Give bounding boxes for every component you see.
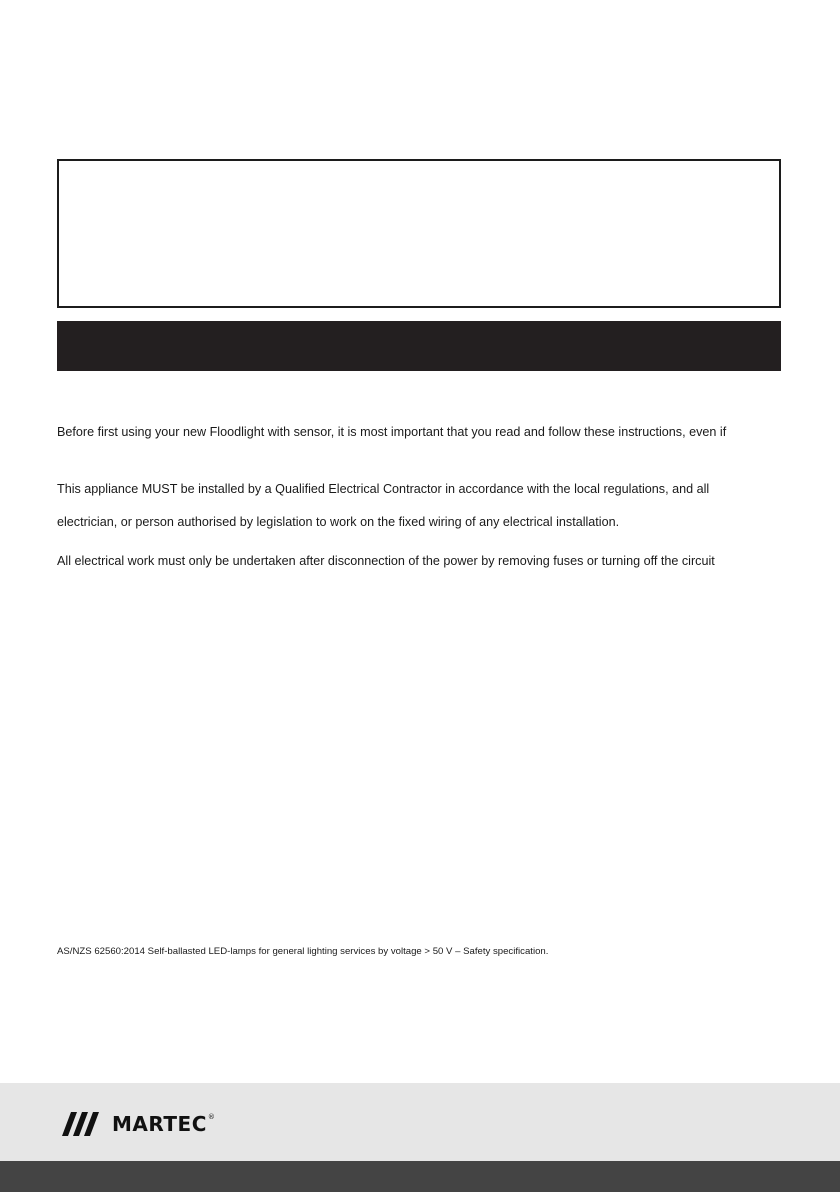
footer [0,1083,840,1192]
standard-reference: AS/NZS 62560:2014 Self-ballasted LED-lamps for general lighting services by voltage > 50 V – Safety specification. [57,946,549,957]
electrical-work-paragraph: All electrical work must only be undertaken after disconnection of the power by removing fuses or turning off the circuit [57,554,715,568]
appliance-paragraph-line-1: This appliance MUST be installed by a Qualified Electrical Contractor in accordance with the local regulations, and all [57,482,710,496]
brand-logo [62,1112,215,1136]
intro-paragraph: Before first using your new Floodlight with sensor, it is most important that you read and follow these instructions, even if [57,425,727,439]
registered-mark: ® [207,1113,215,1121]
slash-logo-icon [62,1112,107,1136]
brand-name: MARTEC [112,1112,207,1136]
notice-box [57,159,781,308]
section-header-bar [57,321,781,371]
appliance-paragraph-line-2: electrician, or person authorised by legislation to work on the fixed wiring of any electrical installation. [57,515,620,529]
footer-strip [0,1161,840,1192]
